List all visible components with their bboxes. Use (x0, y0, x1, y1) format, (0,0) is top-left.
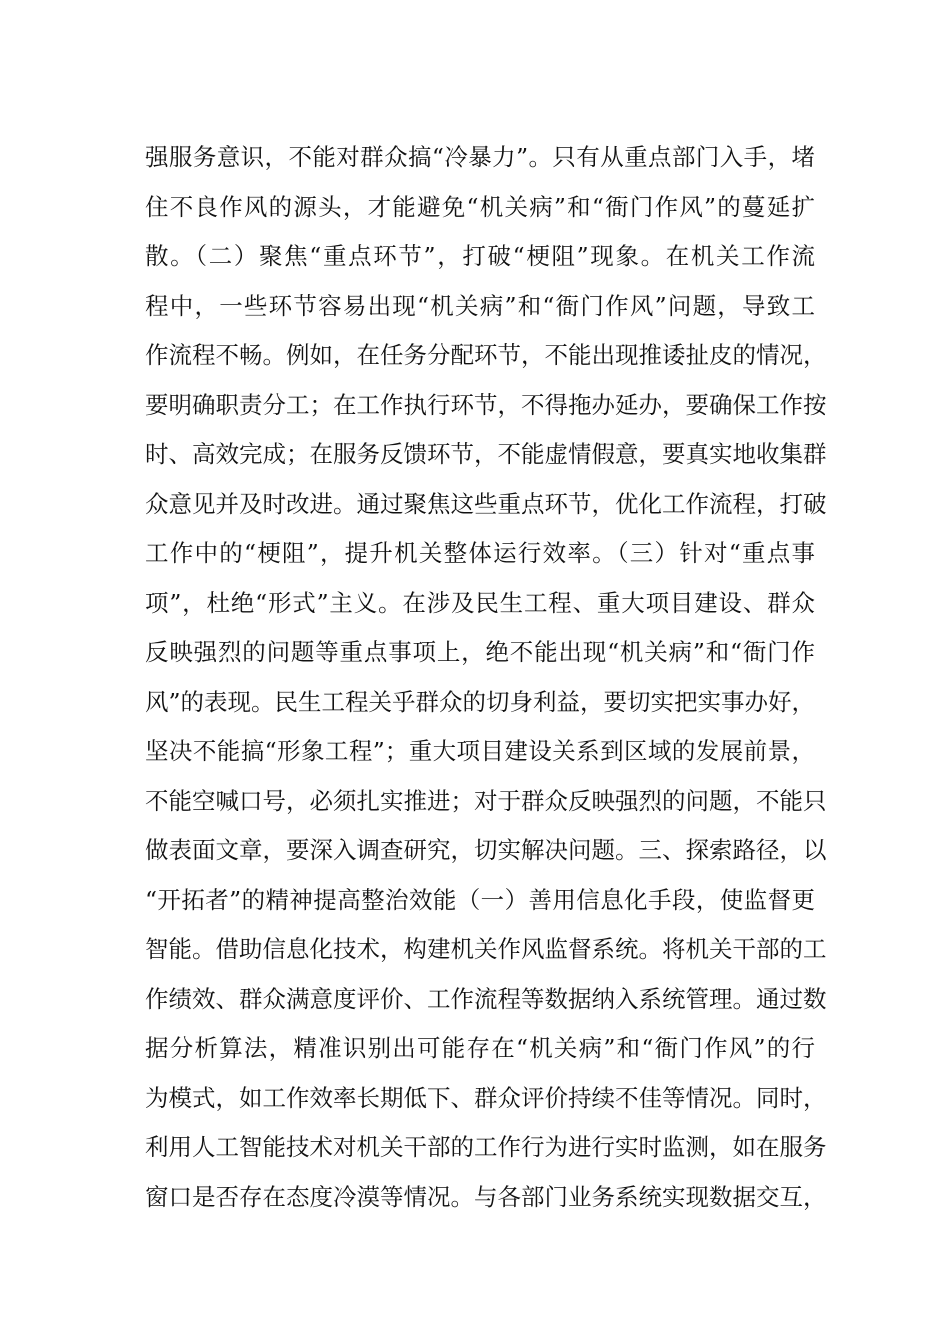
text-line: 住不良作风的源头，才能避免“机关病”和“衙门作风”的蔓延扩 (145, 192, 815, 221)
text-line: 强服务意识，不能对群众搞“冷暴力”。只有从重点部门入手，堵 (145, 143, 815, 171)
text-line: 为模式，如工作效率长期低下、群众评价持续不佳等情况。同时， (145, 1083, 827, 1112)
text-line: 反映强烈的问题等重点事项上，绝不能出现“机关病”和“衙门作 (145, 638, 815, 666)
text-line: “开拓者”的精神提高整治效能（一）善用信息化手段，使监督更 (145, 885, 815, 914)
text-line: 时、高效完成；在服务反馈环节，不能虚情假意，要真实地收集群 (145, 440, 827, 468)
text-line: 利用人工智能技术对机关干部的工作行为进行实时监测，如在服务 (145, 1133, 827, 1161)
text-line: 坚决不能搞“形象工程”；重大项目建设关系到区域的发展前景， (145, 737, 815, 765)
text-line: 智能。借助信息化技术，构建机关作风监督系统。将机关干部的工 (145, 935, 827, 963)
text-line: 作绩效、群众满意度评价、工作流程等数据纳入系统管理。通过数 (145, 984, 827, 1013)
text-line: 做表面文章，要深入调查研究，切实解决问题。三、探索路径，以 (145, 836, 827, 864)
text-line: 不能空喊口号，必须扎实推进；对于群众反映强烈的问题，不能只 (145, 786, 827, 815)
text-line: 作流程不畅。例如，在任务分配环节，不能出现推诿扯皮的情况， (145, 341, 827, 369)
text-line: 工作中的“梗阻”，提升机关整体运行效率。（三）针对“重点事 (145, 539, 815, 567)
text-line: 众意见并及时改进。通过聚焦这些重点环节，优化工作流程，打破 (145, 489, 827, 518)
text-line: 要明确职责分工；在工作执行环节，不得拖办延办，要确保工作按 (145, 390, 827, 419)
body-text (145, 133, 827, 1222)
text-line: 项”，杜绝“形式”主义。在涉及民生工程、重大项目建设、群众 (145, 588, 815, 617)
text-line: 程中，一些环节容易出现“机关病”和“衙门作风”问题，导致工 (145, 291, 815, 320)
text-line: 窗口是否存在态度冷漠等情况。与各部门业务系统实现数据交互， (145, 1182, 827, 1211)
text-line: 风”的表现。民生工程关乎群众的切身利益，要切实把实事办好， (145, 687, 816, 716)
text-line: 散。（二）聚焦“重点环节”，打破“梗阻”现象。在机关工作流 (145, 242, 815, 270)
text-line: 据分析算法，精准识别出可能存在“机关病”和“衙门作风”的行 (145, 1034, 815, 1062)
